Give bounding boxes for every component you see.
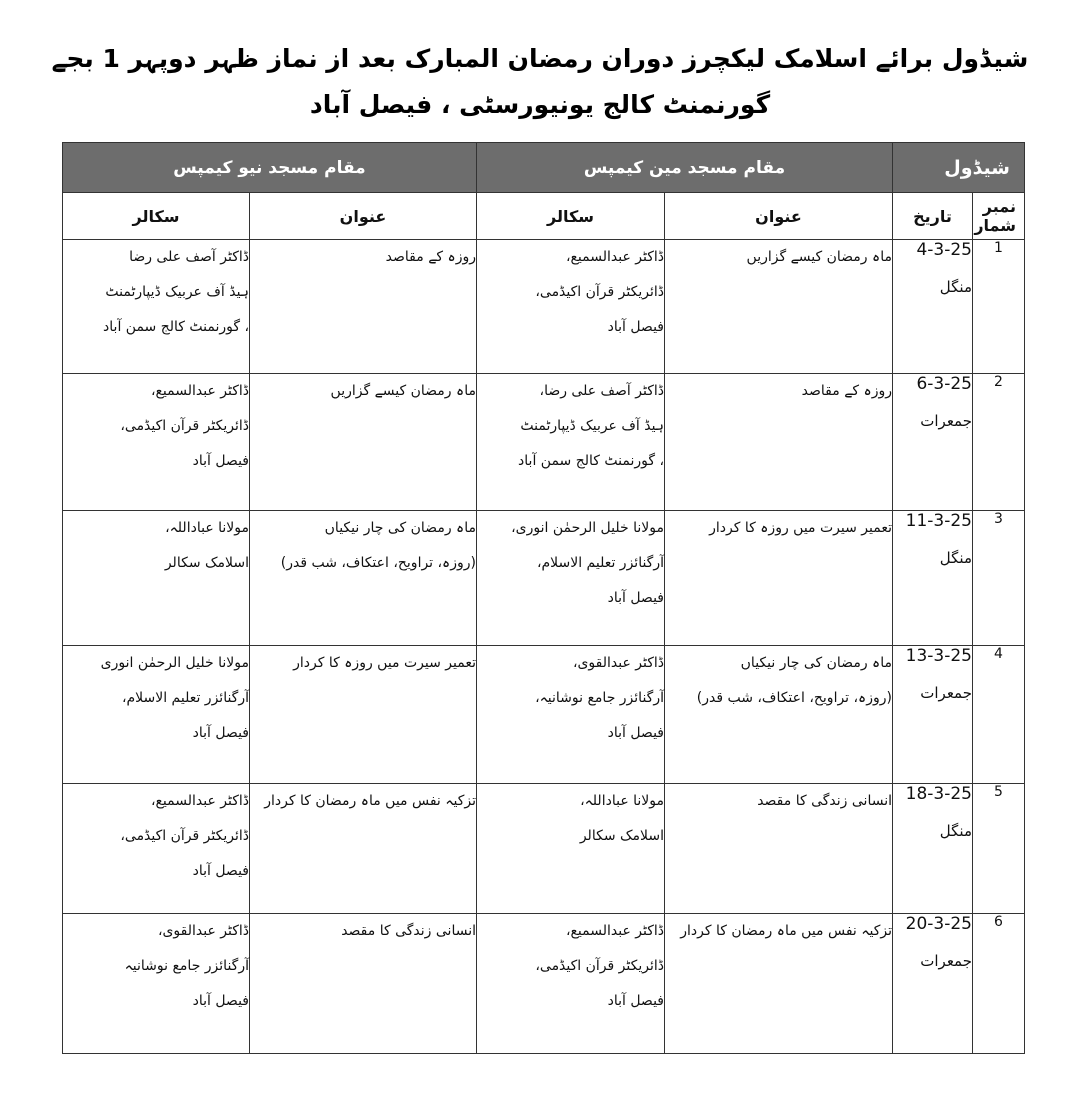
main-topic: [665, 784, 893, 914]
topic-line: انسانی زندگی کا مقصد: [341, 923, 476, 939]
row-day: منگل: [939, 278, 972, 296]
row-number: 3: [973, 511, 1025, 646]
scholar-line: ڈائریکٹر قرآن اکیڈمی،: [120, 418, 249, 434]
row-date-cell: [893, 511, 973, 646]
col-main-scholar-header: سکالر: [477, 193, 665, 240]
topic-line: تعمیر سیرت میں روزہ کا کردار: [709, 520, 892, 536]
row-number: 4: [973, 646, 1025, 784]
topic-line: ماہ رمضان کی چار نیکیاں: [324, 520, 476, 536]
scholar-line: مولانا عباداللہ،: [580, 793, 664, 809]
scholar-line: مولانا خلیل الرحمٰن انوری: [100, 655, 249, 671]
new-topic: [250, 240, 477, 374]
main-scholar: [477, 374, 665, 511]
scholar-line: فیصل آباد: [192, 863, 249, 879]
row-date: 13-3-25: [905, 646, 972, 666]
topic-line: تزکیہ نفس میں ماہ رمضان کا کردار: [680, 923, 892, 939]
scholar-line: ڈائریکٹر قرآن اکیڈمی،: [120, 828, 249, 844]
scholar-line: فیصل آباد: [192, 993, 249, 1009]
scholar-line: فیصل آباد: [607, 590, 664, 606]
main-topic: [665, 240, 893, 374]
main-scholar: [477, 646, 665, 784]
topic-line: روزہ کے مقاصد: [385, 249, 476, 265]
new-scholar: [63, 784, 250, 914]
scholar-line: فیصل آباد: [192, 453, 249, 469]
scholar-line: مولانا خلیل الرحمٰن انوری،: [511, 520, 664, 536]
main-topic: [665, 914, 893, 1054]
topic-line: ماہ رمضان کی چار نیکیاں: [740, 655, 892, 671]
topic-line: روزہ کے مقاصد: [801, 383, 892, 399]
row-number: 5: [973, 784, 1025, 914]
schedule-header: شیڈول: [893, 143, 1025, 193]
new-topic: [250, 374, 477, 511]
scholar-line: فیصل آباد: [607, 725, 664, 741]
header-band-row: [63, 143, 1025, 193]
topic-line: تزکیہ نفس میں ماہ رمضان کا کردار: [264, 793, 476, 809]
scholar-line: فیصل آباد: [607, 993, 664, 1009]
row-date: 4-3-25: [916, 240, 972, 260]
table-row: [63, 784, 1025, 914]
scholar-line: ڈاکٹر آصف علی رضا: [129, 249, 249, 265]
topic-line: ماہ رمضان کیسے گزاریں: [746, 249, 892, 265]
topic-line: ماہ رمضان کیسے گزاریں: [330, 383, 476, 399]
row-day: جمعرات: [920, 684, 972, 702]
table-row: [63, 914, 1025, 1054]
scholar-line: آرگنائزر جامع نوشانیہ: [124, 958, 249, 974]
scholar-line: ڈاکٹر عبدالسمیع،: [150, 793, 249, 809]
scholar-line: ہیڈ آف عربیک ڈیپارٹمنٹ: [105, 284, 249, 300]
row-number: 1: [973, 240, 1025, 374]
row-date: 18-3-25: [905, 784, 972, 804]
title-line-2: گورنمنٹ کالج یونیورسٹی ، فیصل آباد: [309, 90, 771, 119]
scholar-line: ڈاکٹر عبدالقوی،: [572, 655, 664, 671]
scholar-line: فیصل آباد: [607, 319, 664, 335]
scholar-line: آرگنائزر تعلیم الاسلام،: [536, 555, 664, 571]
new-scholar: [63, 240, 250, 374]
row-day: جمعرات: [920, 952, 972, 970]
scholar-line: اسلامک سکالر: [579, 828, 664, 844]
main-campus-header: مقام مسجد مین کیمپس: [477, 143, 893, 193]
new-topic: [250, 784, 477, 914]
row-day: منگل: [939, 822, 972, 840]
scholar-line: ، گورنمنٹ کالج سمن آباد: [518, 453, 664, 469]
table-row: [63, 374, 1025, 511]
row-date-cell: [893, 784, 973, 914]
scholar-line: ڈاکٹر عبدالسمیع،: [150, 383, 249, 399]
title-line-1: شیڈول برائے اسلامک لیکچرز دوران رمضان المبارک بعد از نماز ظہر دوپہر 1 بجے: [51, 44, 1029, 73]
col-number-header: نمبر شمار: [973, 193, 1025, 240]
scholar-line: فیصل آباد: [192, 725, 249, 741]
scholar-line: ، گورنمنٹ کالج سمن آباد: [103, 319, 249, 335]
topic-line: (روزہ، تراویح، اعتکاف، شب قدر): [280, 555, 476, 571]
col-new-topic-header: عنوان: [250, 193, 477, 240]
new-scholar: [63, 646, 250, 784]
main-scholar: [477, 784, 665, 914]
table-row: [63, 646, 1025, 784]
scholar-line: ڈاکٹر عبدالسمیع،: [565, 249, 664, 265]
row-date: 20-3-25: [905, 914, 972, 934]
main-topic: [665, 646, 893, 784]
topic-line: انسانی زندگی کا مقصد: [757, 793, 892, 809]
row-date: 6-3-25: [916, 374, 972, 394]
col-new-scholar-header: سکالر: [63, 193, 250, 240]
row-day: منگل: [939, 549, 972, 567]
new-topic: [250, 511, 477, 646]
scholar-line: آرگنائزر جامع نوشانیہ،: [535, 690, 664, 706]
table-row: [63, 240, 1025, 374]
new-topic: [250, 646, 477, 784]
new-scholar: [63, 511, 250, 646]
scholar-line: ڈاکٹر عبدالقوی،: [157, 923, 249, 939]
row-number: 6: [973, 914, 1025, 1054]
row-date-cell: [893, 646, 973, 784]
row-date: 11-3-25: [905, 511, 972, 531]
scholar-line: ڈاکٹر آصف علی رضا،: [539, 383, 664, 399]
scholar-line: ہیڈ آف عربیک ڈیپارٹمنٹ: [520, 418, 664, 434]
scholar-line: ڈائریکٹر قرآن اکیڈمی،: [535, 958, 664, 974]
topic-line: (روزہ، تراویح، اعتکاف، شب قدر): [696, 690, 892, 706]
scholar-line: آرگنائزر تعلیم الاسلام،: [121, 690, 249, 706]
scholar-line: ڈاکٹر عبدالسمیع،: [565, 923, 664, 939]
row-date-cell: [893, 240, 973, 374]
new-campus-header: مقام مسجد نیو کیمپس: [63, 143, 477, 193]
new-scholar: [63, 374, 250, 511]
table-row: [63, 511, 1025, 646]
new-topic: [250, 914, 477, 1054]
topic-line: تعمیر سیرت میں روزہ کا کردار: [293, 655, 476, 671]
row-date-cell: [893, 374, 973, 511]
col-date-header: تاریخ: [893, 193, 973, 240]
row-date-cell: [893, 914, 973, 1054]
main-scholar: [477, 511, 665, 646]
column-header-row: [63, 193, 1025, 240]
main-scholar: [477, 240, 665, 374]
schedule-table: [62, 142, 1025, 1054]
scholar-line: اسلامک سکالر: [164, 555, 249, 571]
new-scholar: [63, 914, 250, 1054]
main-topic: [665, 374, 893, 511]
scholar-line: مولانا عباداللہ،: [165, 520, 249, 536]
row-day: جمعرات: [920, 412, 972, 430]
col-main-topic-header: عنوان: [665, 193, 893, 240]
scholar-line: ڈائریکٹر قرآن اکیڈمی،: [535, 284, 664, 300]
main-topic: [665, 511, 893, 646]
row-number: 2: [973, 374, 1025, 511]
main-scholar: [477, 914, 665, 1054]
